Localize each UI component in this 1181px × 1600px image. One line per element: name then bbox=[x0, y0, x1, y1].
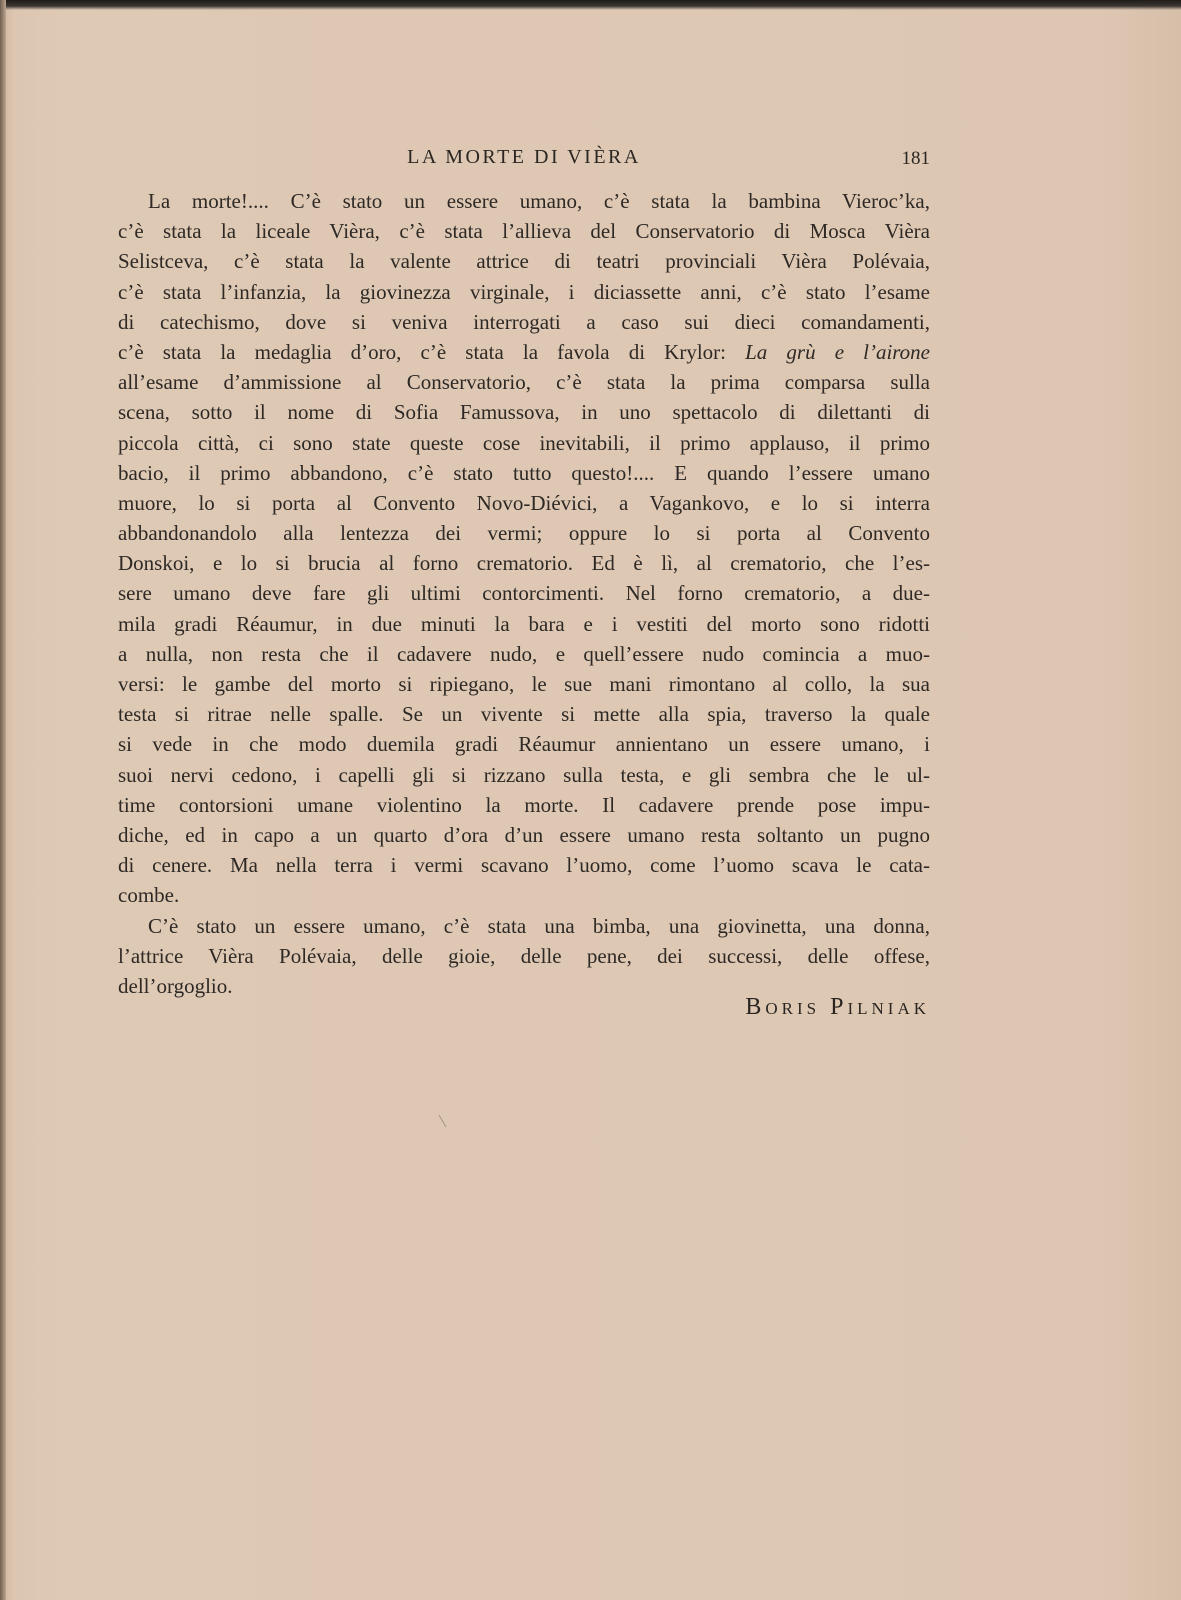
text-line-part: c’è stata la medaglia d’oro, c’è stata la favola di Krylor: bbox=[118, 339, 726, 364]
running-header bbox=[118, 146, 930, 176]
body-text bbox=[118, 186, 930, 1001]
text-line: mila gradi Réaumur, in due minuti la bara e i vestiti del morto sono ridotti bbox=[118, 611, 930, 636]
text-line: bacio, il primo abbandono, c’è stato tutto questo!.... E quando l’essere umano bbox=[118, 460, 930, 485]
text-line: di cenere. Ma nella terra i vermi scavano l’uomo, come l’uomo scava le cata- bbox=[118, 853, 930, 878]
text-line: sere umano deve fare gli ultimi contorcimenti. Nel forno crematorio, a due- bbox=[118, 581, 930, 606]
top-edge-shadow bbox=[0, 0, 1181, 10]
text-line: a nulla, non resta che il cadavere nudo, e quell’essere nudo comincia a muo- bbox=[118, 641, 930, 666]
italic-fable-title: La grù e l’airone bbox=[745, 339, 931, 364]
text-line: abbandonandolo alla lentezza dei vermi; oppure lo si porta al Convento bbox=[118, 521, 930, 546]
text-line: dell’orgoglio. bbox=[118, 973, 233, 998]
text-line: combe. bbox=[118, 883, 180, 908]
text-line: suoi nervi cedono, i capelli gli si rizzano sulla testa, e gli sembra che le ul- bbox=[118, 762, 930, 787]
page-binding-edge bbox=[0, 0, 6, 1600]
paper-blemish bbox=[439, 1115, 447, 1128]
text-line: l’attrice Vièra Polévaia, delle gioie, delle pene, dei successi, delle offese, bbox=[118, 943, 930, 968]
text-line: piccola città, ci sono state queste cose inevitabili, il primo applauso, il primo bbox=[118, 430, 930, 455]
text-line-with-title bbox=[118, 337, 930, 367]
text-line: si vede in che modo duemila gradi Réaumur annientano un essere umano, i bbox=[118, 732, 930, 757]
text-line: C’è stato un essere umano, c’è stata una bimba, una giovinetta, una donna, bbox=[148, 913, 930, 938]
text-line: scena, sotto il nome di Sofia Famussova, in uno spettacolo di dilettanti di bbox=[118, 400, 930, 425]
text-line: diche, ed in capo a un quarto d’ora d’un essere umano resta soltanto un pugno bbox=[118, 822, 930, 847]
text-line: di catechismo, dove si veniva interrogati a caso sui dieci comandamenti, bbox=[118, 309, 930, 334]
text-line: testa si ritrae nelle spalle. Se un vivente si mette alla spia, traverso la quale bbox=[118, 702, 930, 727]
text-line: La morte!.... C’è stato un essere umano, c’è stata la bambina Vieroc’ka, bbox=[148, 189, 930, 213]
text-line: c’è stata l’infanzia, la giovinezza virginale, i diciassette anni, c’è stato l’esame bbox=[118, 279, 930, 304]
text-line: c’è stata la liceale Vièra, c’è stata l’allieva del Conservatorio di Mosca Vièra bbox=[118, 219, 930, 244]
author-signature: Boris Pilniak bbox=[745, 994, 930, 1020]
text-line: versi: le gambe del morto si ripiegano, le sue mani rimontano al collo, la sua bbox=[118, 672, 930, 696]
text-line: time contorsioni umane violentino la morte. Il cadavere prende pose impu- bbox=[118, 792, 930, 817]
text-line: all’esame d’ammissione al Conservatorio, c’è stata la prima comparsa sulla bbox=[118, 370, 930, 395]
text-line: Selistceva, c’è stata la valente attrice di teatri provinciali Vièra Polévaia, bbox=[118, 249, 930, 274]
running-title: LA MORTE DI VIÈRA bbox=[407, 146, 641, 168]
text-line: muore, lo si porta al Convento Novo-Diévici, a Vagankovo, e lo si interra bbox=[118, 490, 930, 515]
page-number: 181 bbox=[901, 148, 930, 169]
text-line: Donskoi, e lo si brucia al forno crematorio. Ed è lì, al crematorio, che l’es- bbox=[118, 551, 930, 576]
